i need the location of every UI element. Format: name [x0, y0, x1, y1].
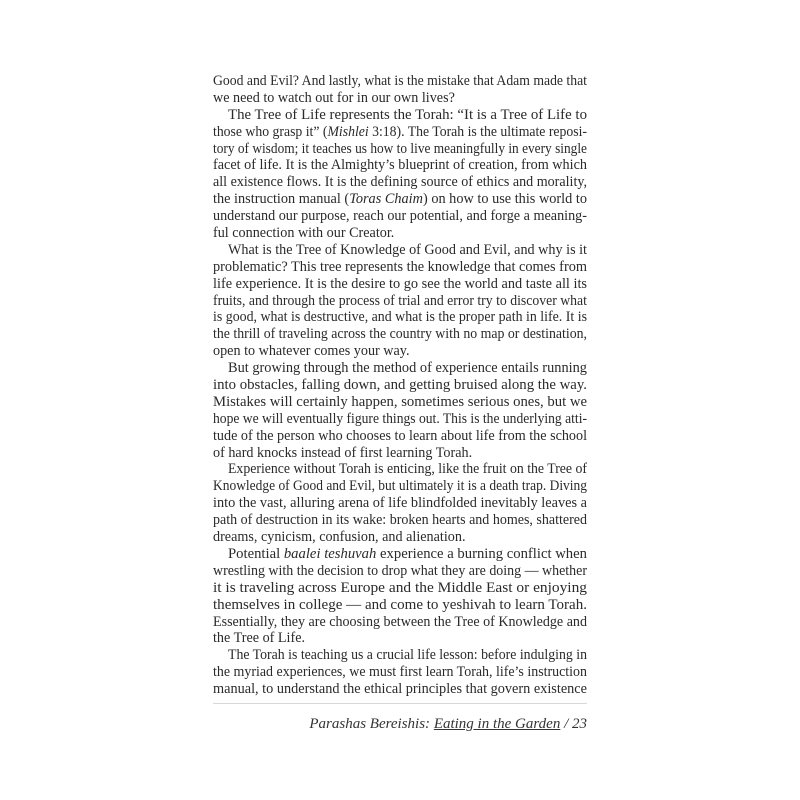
- text-run: themselves in college — and come to yeshivah to learn Torah.: [213, 596, 587, 613]
- text-run: we need to watch out for in our own lives?: [213, 89, 455, 106]
- text-line-content: [213, 428, 587, 445]
- text-line-content: [213, 377, 587, 394]
- italic-term: Toras Chaim: [349, 191, 423, 208]
- text-run: dreams, cynicism, confusion, and alienation.: [213, 529, 466, 546]
- text-line: [213, 157, 587, 174]
- text-line: [213, 647, 587, 664]
- text-line-content: [213, 90, 455, 107]
- text-run: facet of life. It is the Almighty’s blueprint of creation, from which: [213, 157, 587, 174]
- text-line: [213, 360, 587, 377]
- paragraph: [213, 360, 587, 461]
- text-run: The Torah is teaching us a crucial life lesson: before indulging in: [228, 647, 587, 664]
- text-line: [213, 563, 587, 580]
- text-line: [213, 326, 587, 343]
- text-line: [213, 208, 587, 225]
- text-line: [213, 394, 587, 411]
- text-run: path of destruction in its wake: broken hearts and homes, shattered: [213, 512, 587, 529]
- chapter-title: Eating in the Garden: [433, 716, 561, 732]
- text-line-content: [213, 597, 587, 614]
- text-line-content: [213, 664, 587, 681]
- text-run: the Tree of Life.: [213, 630, 306, 647]
- text-line: [213, 478, 587, 495]
- text-line: [213, 597, 587, 614]
- paragraph: [213, 647, 587, 698]
- text-run: Mistakes will certainly happen, sometimes serious ones, but we: [213, 393, 587, 410]
- text-run: into obstacles, falling down, and getting bruised along the way.: [213, 377, 587, 394]
- text-line: [213, 90, 587, 107]
- text-line: [213, 681, 587, 698]
- text-run: Potential: [228, 545, 284, 562]
- text-line-content: [213, 478, 587, 495]
- text-line: [213, 343, 587, 360]
- text-line-content: [228, 647, 587, 664]
- text-run: experience a burning conflict when: [376, 545, 587, 562]
- text-run: life experience. It is the desire to go see the world and taste all its: [213, 275, 587, 292]
- text-run: 3:18). The Torah is the ultimate reposi-: [368, 123, 587, 140]
- paragraph: [213, 73, 587, 107]
- text-line-content: [228, 107, 587, 124]
- text-line-content: [213, 157, 587, 174]
- text-line-content: [213, 614, 587, 631]
- text-line: [213, 411, 587, 428]
- text-line: [213, 107, 587, 124]
- parasha-title: Parashas Bereishis:: [309, 716, 434, 732]
- text-line-content: [213, 208, 587, 225]
- text-line-content: [213, 326, 587, 343]
- text-line: [213, 124, 587, 141]
- footer-divider: [213, 703, 587, 704]
- text-run: What is the Tree of Knowledge of Good and Evil, and why is it: [228, 241, 587, 258]
- text-run: ) on how to use this world to: [422, 191, 587, 208]
- body-text: [213, 73, 587, 698]
- text-line-content: [213, 225, 394, 242]
- text-line: [213, 242, 587, 259]
- text-line-content: [213, 124, 587, 141]
- text-line-content: [213, 309, 587, 326]
- text-line-content: [213, 445, 472, 462]
- text-run: Experience without Torah is enticing, like the fruit on the Tree of: [228, 461, 587, 478]
- text-line: [213, 428, 587, 445]
- text-line: [213, 546, 587, 563]
- text-line: [213, 293, 587, 310]
- paragraph: [213, 461, 587, 545]
- text-line: [213, 512, 587, 529]
- text-line: [213, 445, 587, 462]
- text-line: [213, 580, 587, 597]
- footer-separator: /: [560, 716, 572, 732]
- text-line: [213, 495, 587, 512]
- text-line-content: [213, 580, 587, 597]
- text-line-content: [213, 141, 587, 158]
- text-run: Good and Evil? And lastly, what is the mistake that Adam made that: [213, 73, 587, 89]
- text-line-content: [213, 630, 305, 647]
- text-line-content: [213, 563, 587, 580]
- text-line: [213, 630, 587, 647]
- text-line-content: [213, 681, 587, 698]
- text-line: [213, 309, 587, 326]
- text-line-content: [228, 546, 587, 563]
- text-run: The Tree of Life represents the Torah: “It is a Tree of Life to: [228, 106, 587, 123]
- text-line-content: [213, 276, 587, 293]
- text-line: [213, 614, 587, 631]
- text-run: wrestling with the decision to drop what they are doing — whether: [213, 562, 587, 579]
- text-line: [213, 664, 587, 681]
- text-run: ful connection with our Creator.: [213, 225, 395, 242]
- text-line: [213, 461, 587, 478]
- text-line-content: [213, 394, 587, 411]
- text-line-content: [213, 293, 587, 310]
- page-number: 23: [572, 716, 587, 732]
- text-run: hope we will eventually figure things out. This is the underlying atti-: [213, 410, 587, 427]
- text-line-content: [213, 495, 587, 512]
- text-run: tude of the person who chooses to learn about life from the school: [213, 427, 587, 444]
- text-line-content: [228, 461, 587, 478]
- italic-term: baalei teshuvah: [283, 545, 377, 562]
- text-run: all existence flows. It is the defining source of ethics and morality,: [213, 174, 587, 191]
- text-line-content: [213, 259, 587, 276]
- text-run: is good, what is destructive, and what is the proper path in life. It is: [213, 309, 587, 326]
- text-line-content: [213, 191, 587, 208]
- text-line-content: [213, 73, 587, 90]
- text-run: problematic? This tree represents the knowledge that comes from: [213, 258, 587, 275]
- text-run: the thrill of traveling across the country with no map or destination,: [213, 326, 587, 343]
- text-line-content: [213, 529, 466, 546]
- text-run: tory of wisdom; it teaches us how to live meaningfully in every single: [213, 140, 587, 157]
- text-line-content: [228, 360, 587, 377]
- text-line: [213, 141, 587, 158]
- text-run: Knowledge of Good and Evil, but ultimately it is a death trap. Diving: [213, 478, 587, 495]
- text-run: into the vast, alluring arena of life blindfolded inevitably leaves a: [213, 495, 587, 512]
- text-line-content: [213, 343, 410, 360]
- text-line: [213, 377, 587, 394]
- text-line: [213, 276, 587, 293]
- text-line-content: [213, 411, 587, 428]
- text-run: open to whatever comes your way.: [213, 343, 410, 360]
- text-line: [213, 191, 587, 208]
- text-line: [213, 259, 587, 276]
- text-run: manual, to understand the ethical principles that govern existence: [213, 681, 587, 698]
- text-line: [213, 73, 587, 90]
- text-run: those who grasp it” (: [213, 123, 328, 140]
- text-run: But growing through the method of experience entails running: [228, 360, 587, 377]
- running-footer: [309, 716, 587, 733]
- text-run: the myriad experiences, we must first learn Torah, life’s instruction: [213, 664, 587, 681]
- text-line-content: [228, 242, 587, 259]
- text-line-content: [213, 174, 587, 191]
- text-line-content: [213, 512, 587, 529]
- text-line: [213, 174, 587, 191]
- text-run: fruits, and through the process of trial and error try to discover what: [213, 292, 587, 309]
- text-run: of hard knocks instead of first learning Torah.: [213, 444, 473, 461]
- paragraph: [213, 107, 587, 242]
- text-run: understand our purpose, reach our potential, and forge a meaning-: [213, 208, 587, 225]
- italic-term: Mishlei: [327, 123, 369, 140]
- text-run: it is traveling across Europe and the Middle East or enjoying: [213, 579, 587, 596]
- text-line: [213, 529, 587, 546]
- paragraph: [213, 546, 587, 647]
- text-run: the instruction manual (: [213, 191, 350, 208]
- paragraph: [213, 242, 587, 360]
- text-line: [213, 225, 587, 242]
- text-run: Essentially, they are choosing between the Tree of Knowledge and: [213, 613, 587, 630]
